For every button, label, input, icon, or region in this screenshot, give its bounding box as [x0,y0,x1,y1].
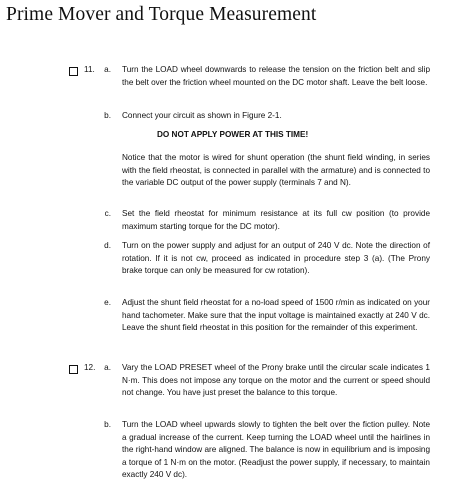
power-warning: DO NOT APPLY POWER AT THIS TIME! [157,130,309,139]
step-11a-text: Turn the LOAD wheel downwards to release the tension on the friction belt and slip the belt over the friction wheel mounted on the DC motor shaft. Leave the belt loose. [122,65,430,87]
step-11e-letter: e. [104,298,111,307]
step-11d-letter: d. [104,241,111,250]
step-11b-letter: b. [104,111,111,120]
step-12-number: 12. [84,363,96,372]
step-11c-text: Set the field rheostat for minimum resistance at its full cw position (to provide maximum starting torque for the DC motor). [122,209,430,231]
step-12b-letter: b. [104,420,111,429]
step-11-checkbox[interactable] [69,67,78,76]
step-12a-text: Vary the LOAD PRESET wheel of the Prony brake until the circular scale indicates 1 N·m. This does not impose any torque on the motor and the current or speed should not change. You have just preset the balance to this torque. [122,363,430,398]
step-11-number: 11. [84,65,95,74]
page-title: Prime Mover and Torque Measurement [6,4,317,25]
step-11c-letter: c. [104,209,111,218]
step-12-checkbox[interactable] [69,365,78,374]
step-11e-text: Adjust the shunt field rheostat for a no-load speed of 1500 r/min as indicated on your hand tachometer. Make sure that the input voltage is maintained exactly at 240 V dc. Leave the shunt field rheostat in this position for the remainder of this experiment. [122,298,430,333]
step-12b-text: Turn the LOAD wheel upwards slowly to tighten the belt over the fiction pulley. Note a gradual increase of the current. Keep turning the LOAD wheel until the hairlines in the right-hand window are aligned. The balance is now in equilibrium and is imposing a torque of 1 N·m on the motor. (Readjust the power supply, if necessary, to maintain exactly 240 V dc). [122,420,430,480]
step-11b-text: Connect your circuit as shown in Figure 2-1. [122,111,282,120]
step-11a-letter: a. [104,65,111,74]
step-12a-letter: a. [104,363,111,372]
step-11d-text: Turn on the power supply and adjust for an output of 240 V dc. Note the direction of rotation. If it is not cw, proceed as indicated in procedure step 3 (a). (The Prony brake torque can only be measured for cw rotation). [122,241,430,276]
shunt-wiring-note: Notice that the motor is wired for shunt operation (the shunt field winding, in series with the field rheostat, is connected in parallel with the armature) and is connected to the variable DC output of the power supply (terminals 7 and N). [122,153,430,188]
